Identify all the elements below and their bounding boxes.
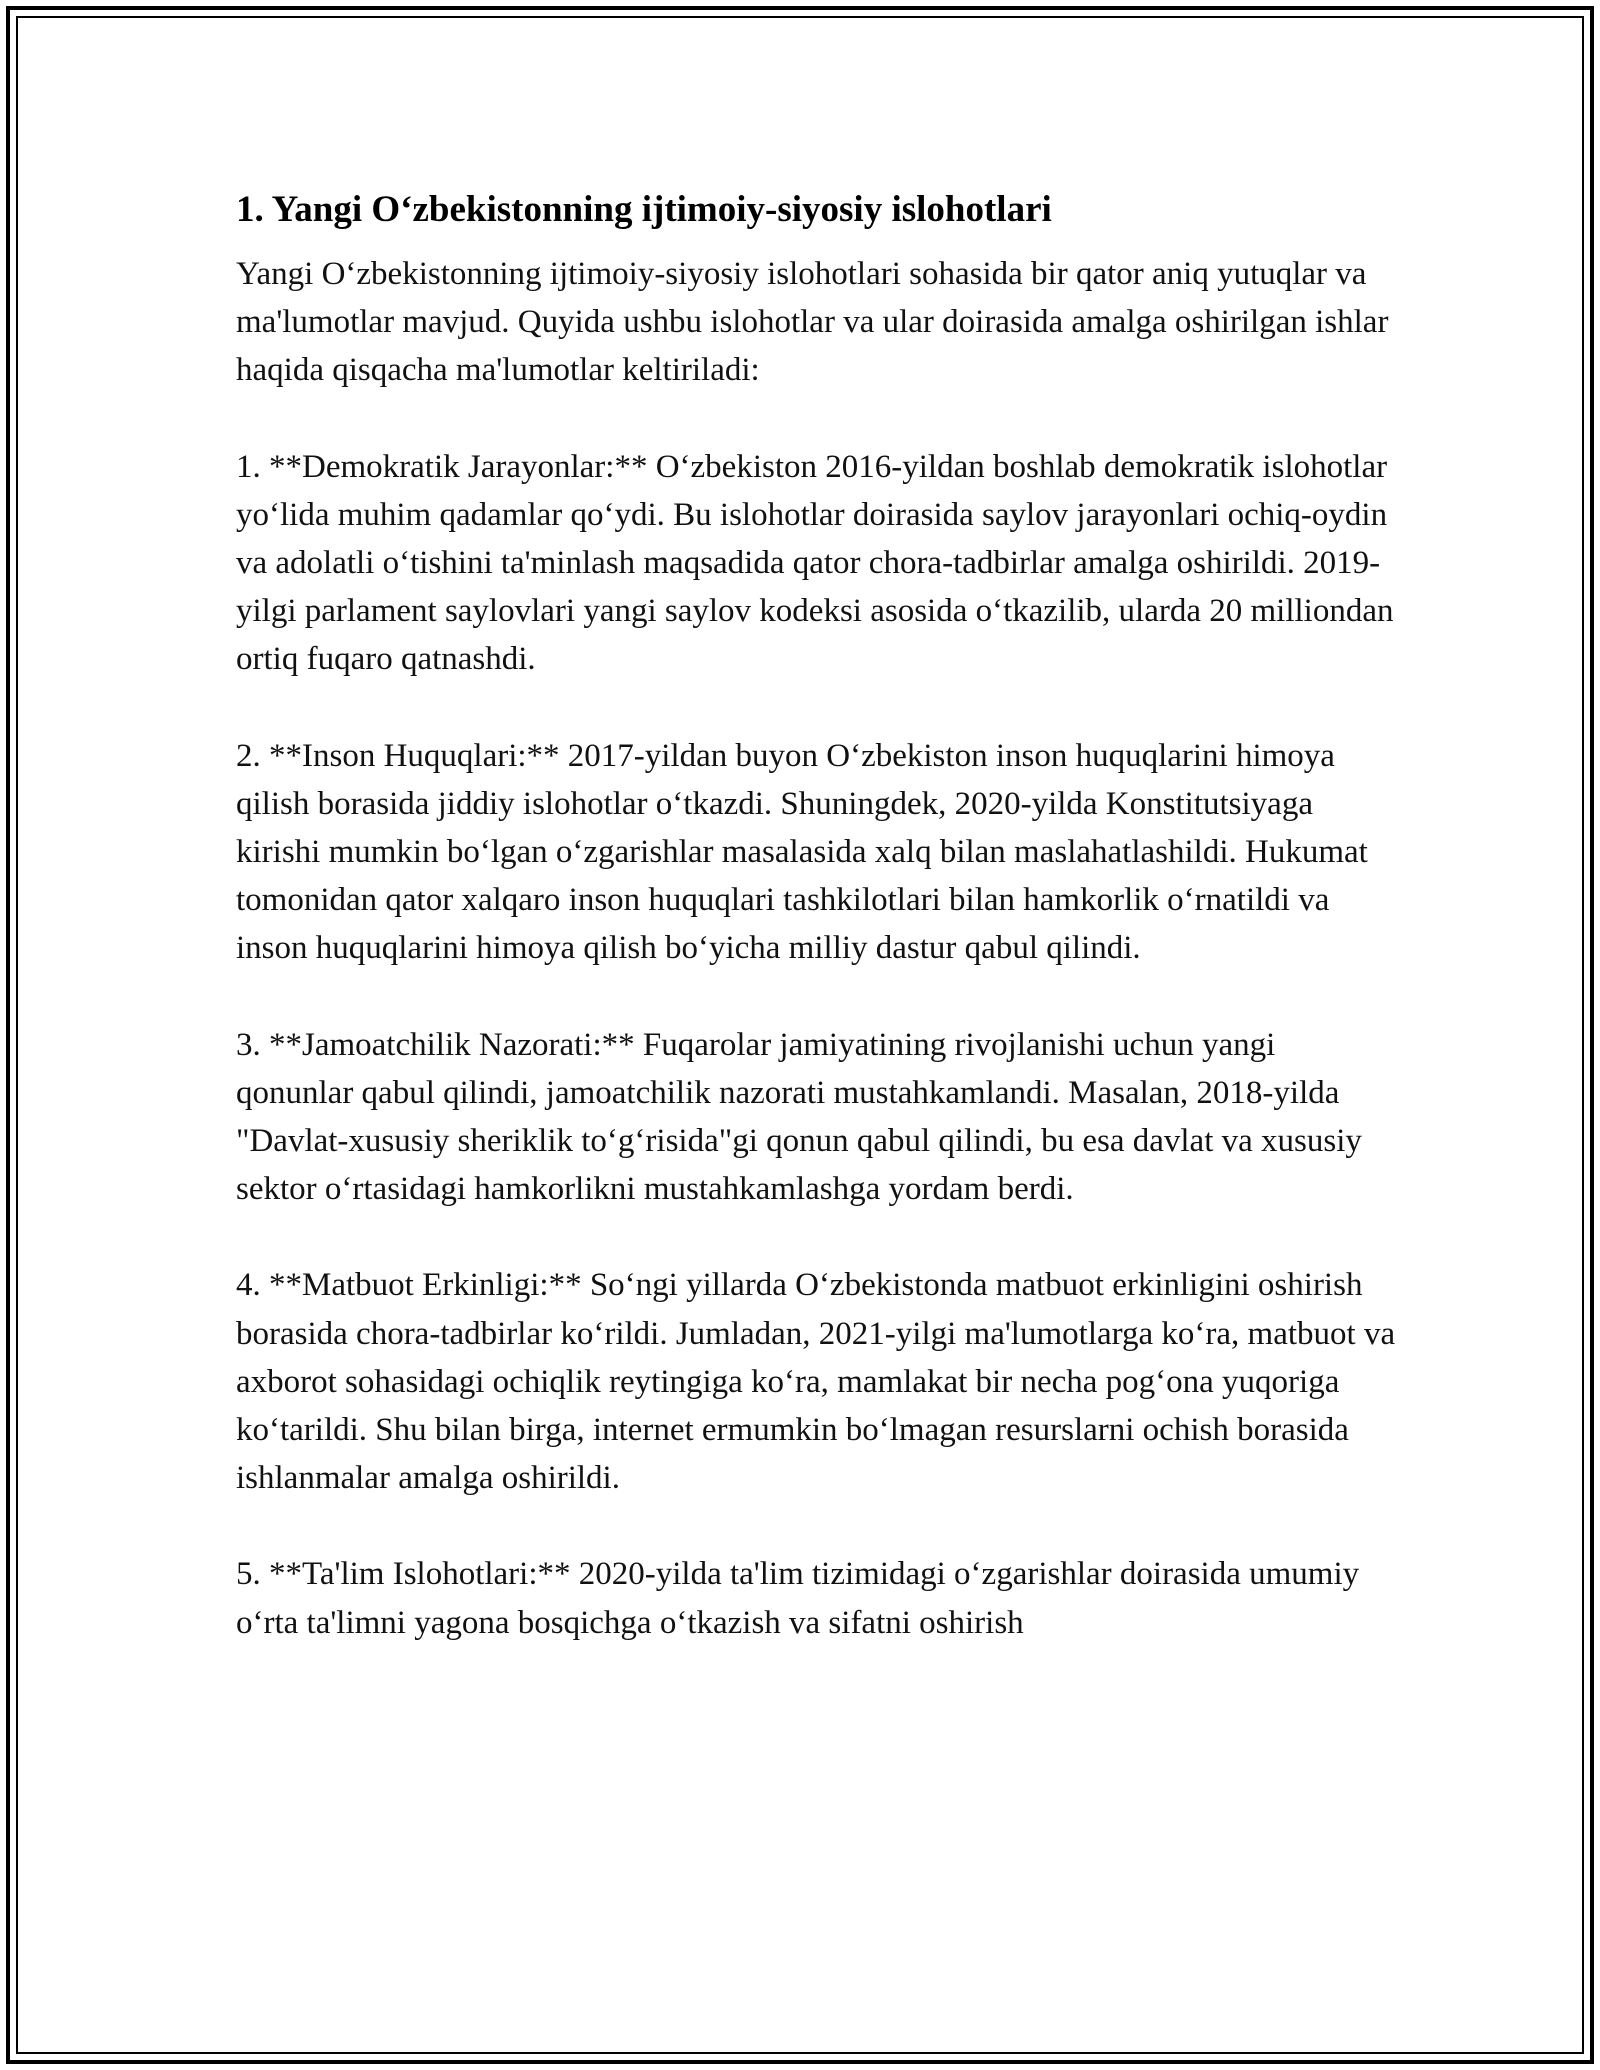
intro-paragraph: Yangi O‘zbekistonning ijtimoiy-siyosiy islohotlari sohasida bir qator aniq yutuqlar va ma'lumotlar mavjud. Quyida ushbu islohotlar va ular doirasida amalga oshirilgan ishlar haqida qisqacha ma'lumotlar keltiriladi: [236, 256, 1389, 389]
section-heading: 1. Yangi O‘zbekistonning ijtimoiy-siyosiy islohotlari [236, 189, 1052, 230]
item-human-rights: 2. **Inson Huquqlari:** 2017-yildan buyon O‘zbekiston inson huquqlarini himoya qilish borasida jiddiy islohotlar o‘tkazdi. Shuningdek, 2020-yilda Konstitutsiyaga kirishi mumkin bo‘lgan o‘zgarishlar masalasida xalq bilan maslahatlashildi. Hukumat tomonidan qator xalqaro inson huquqlari tashkilotlari bilan hamkorlik o‘rnatildi va inson huquqlarini himoya qilish bo‘yicha milliy dastur qabul qilindi. [236, 737, 1368, 967]
item-democratic-processes: 1. **Demokratik Jarayonlar:** O‘zbekiston 2016-yildan boshlab demokratik islohotlar yo‘lida muhim qadamlar qo‘ydi. Bu islohotlar doirasida saylov jarayonlari ochiq-oydin va adolatli o‘tishini ta'minlash maqsadida qator chora-tadbirlar amalga oshirildi. 2019-yilgi parlament saylovlari yangi saylov kodeksi asosida o‘tkazilib, ularda 20 milliondan ortiq fuqaro qatnashdi. [236, 448, 1394, 678]
item-education-reforms: 5. **Ta'lim Islohotlari:** 2020-yilda ta'lim tizimidagi o‘zgarishlar doirasida umumiy o‘rta ta'limni yagona bosqichga o‘tkazish va sifatni oshirish [236, 1556, 1360, 1641]
item-public-oversight: 3. **Jamoatchilik Nazorati:** Fuqarolar jamiyatining rivojlanishi uchun yangi qonunlar qabul qilindi, jamoatchilik nazorati mustahkamlandi. Masalan, 2018-yilda "Davlat-xususiy sheriklik to‘g‘risida"gi qonun qabul qilindi, bu esa davlat va xususiy sektor o‘rtasidagi hamkorlikni mustahkamlashga yordam berdi. [236, 1026, 1362, 1208]
item-press-freedom: 4. **Matbuot Erkinligi:** So‘ngi yillarda O‘zbekistonda matbuot erkinligini oshirish borasida chora-tadbirlar ko‘rildi. Jumladan, 2021-yilgi ma'lumotlarga ko‘ra, matbuot va axborot sohasidagi ochiqlik reytingiga ko‘ra, mamlakat bir necha pog‘ona yuqoriga ko‘tarildi. Shu bilan birga, internet ermumkin bo‘lmagan resurslarni ochish borasida ishlanmalar amalga oshirildi. [236, 1267, 1396, 1497]
document-body [236, 186, 1396, 1695]
